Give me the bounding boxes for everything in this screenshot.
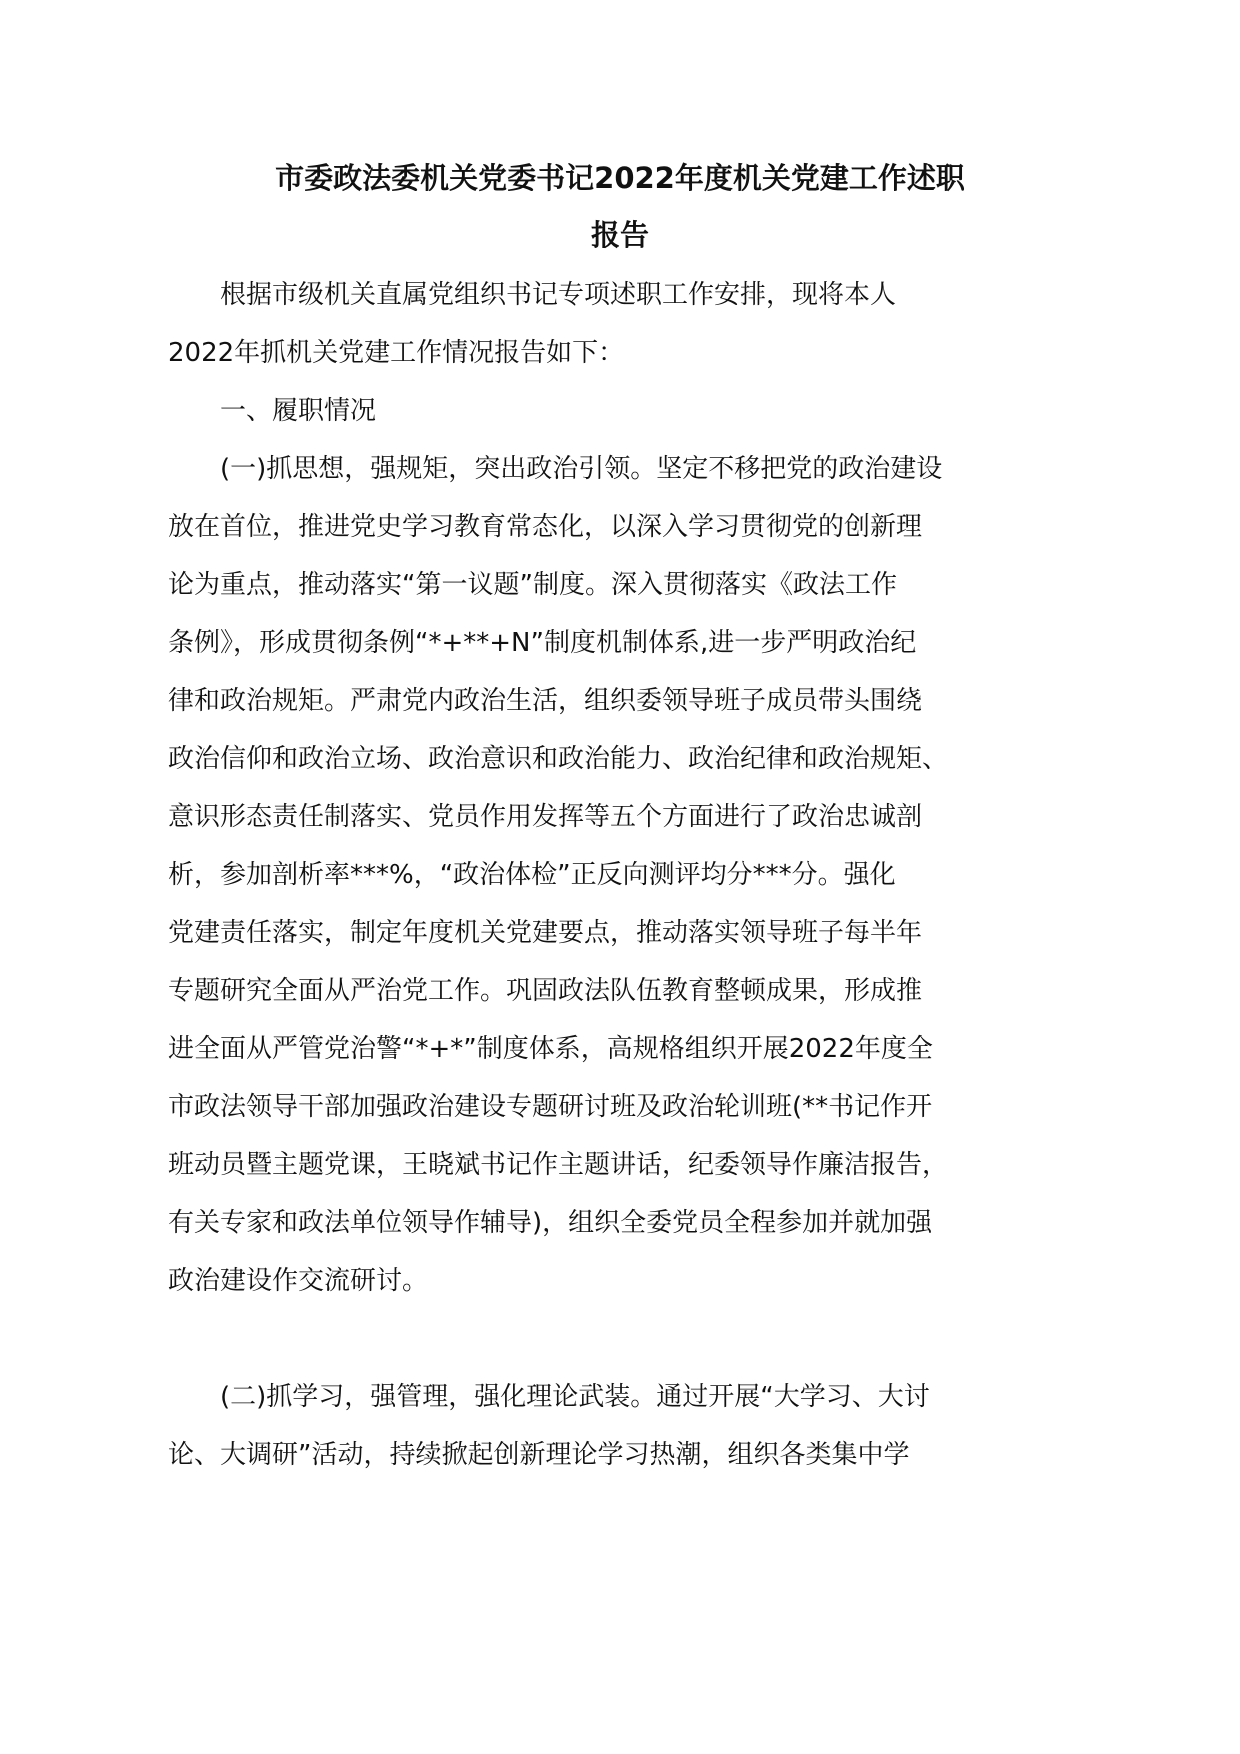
text-line: 根据市级机关直属党组织书记专项述职工作安排，现将本人: [220, 280, 897, 310]
text-line: (二)抓学习，强管理，强化理论武装。通过开展“大学习、大讨: [220, 1382, 930, 1412]
text-line: 意识形态责任制落实、党员作用发挥等五个方面进行了政治忠诚剖: [168, 802, 923, 832]
text-line: 放在首位，推进党史学习教育常态化，以深入学习贯彻党的创新理: [168, 512, 923, 542]
text-line: 进全面从严管党治警“*+*”制度体系，高规格组织开展2022年度全: [168, 1034, 933, 1064]
text-line: 一、履职情况: [220, 396, 377, 426]
text-line: 班动员暨主题党课，王晓斌书记作主题讲话，纪委领导作廉洁报告，: [168, 1150, 949, 1180]
document-title-line-1: 市委政法委机关党委书记2022年度机关党建工作述职: [275, 161, 965, 195]
text-line: [168, 1319, 968, 1377]
document-body: [168, 275, 968, 1493]
text-line: 2022年抓机关党建工作情况报告如下：: [168, 338, 625, 368]
text-line: 有关专家和政法单位领导作辅导)，组织全委党员全程参加并就加强: [168, 1208, 933, 1238]
text-line: 论为重点，推动落实“第一议题”制度。深入贯彻落实《政法工作: [168, 570, 897, 600]
text-line: 政治信仰和政治立场、政治意识和政治能力、政治纪律和政治规矩、: [168, 744, 949, 774]
text-line: 论、大调研”活动，持续掀起创新理论学习热潮，组织各类集中学: [168, 1440, 910, 1470]
text-line: 市政法领导干部加强政治建设专题研讨班及政治轮训班(**书记作开: [168, 1092, 933, 1122]
text-line: 律和政治规矩。严肃党内政治生活，组织委领导班子成员带头围绕: [168, 686, 923, 716]
text-line: 析，参加剖析率***%，“政治体检”正反向测评均分***分。强化: [168, 860, 896, 890]
text-line: 政治建设作交流研讨。: [168, 1266, 429, 1296]
text-line: 党建责任落实，制定年度机关党建要点，推动落实领导班子每半年: [168, 918, 923, 948]
document-title-line-2: 报告: [590, 218, 649, 252]
text-line: (一)抓思想，强规矩，突出政治引领。坚定不移把党的政治建设: [220, 454, 943, 484]
text-line: 专题研究全面从严治党工作。巩固政法队伍教育整顿成果，形成推: [168, 976, 923, 1006]
text-line: 条例》，形成贯彻条例“*+**+N”制度机制体系,进一步严明政治纪: [168, 628, 917, 658]
